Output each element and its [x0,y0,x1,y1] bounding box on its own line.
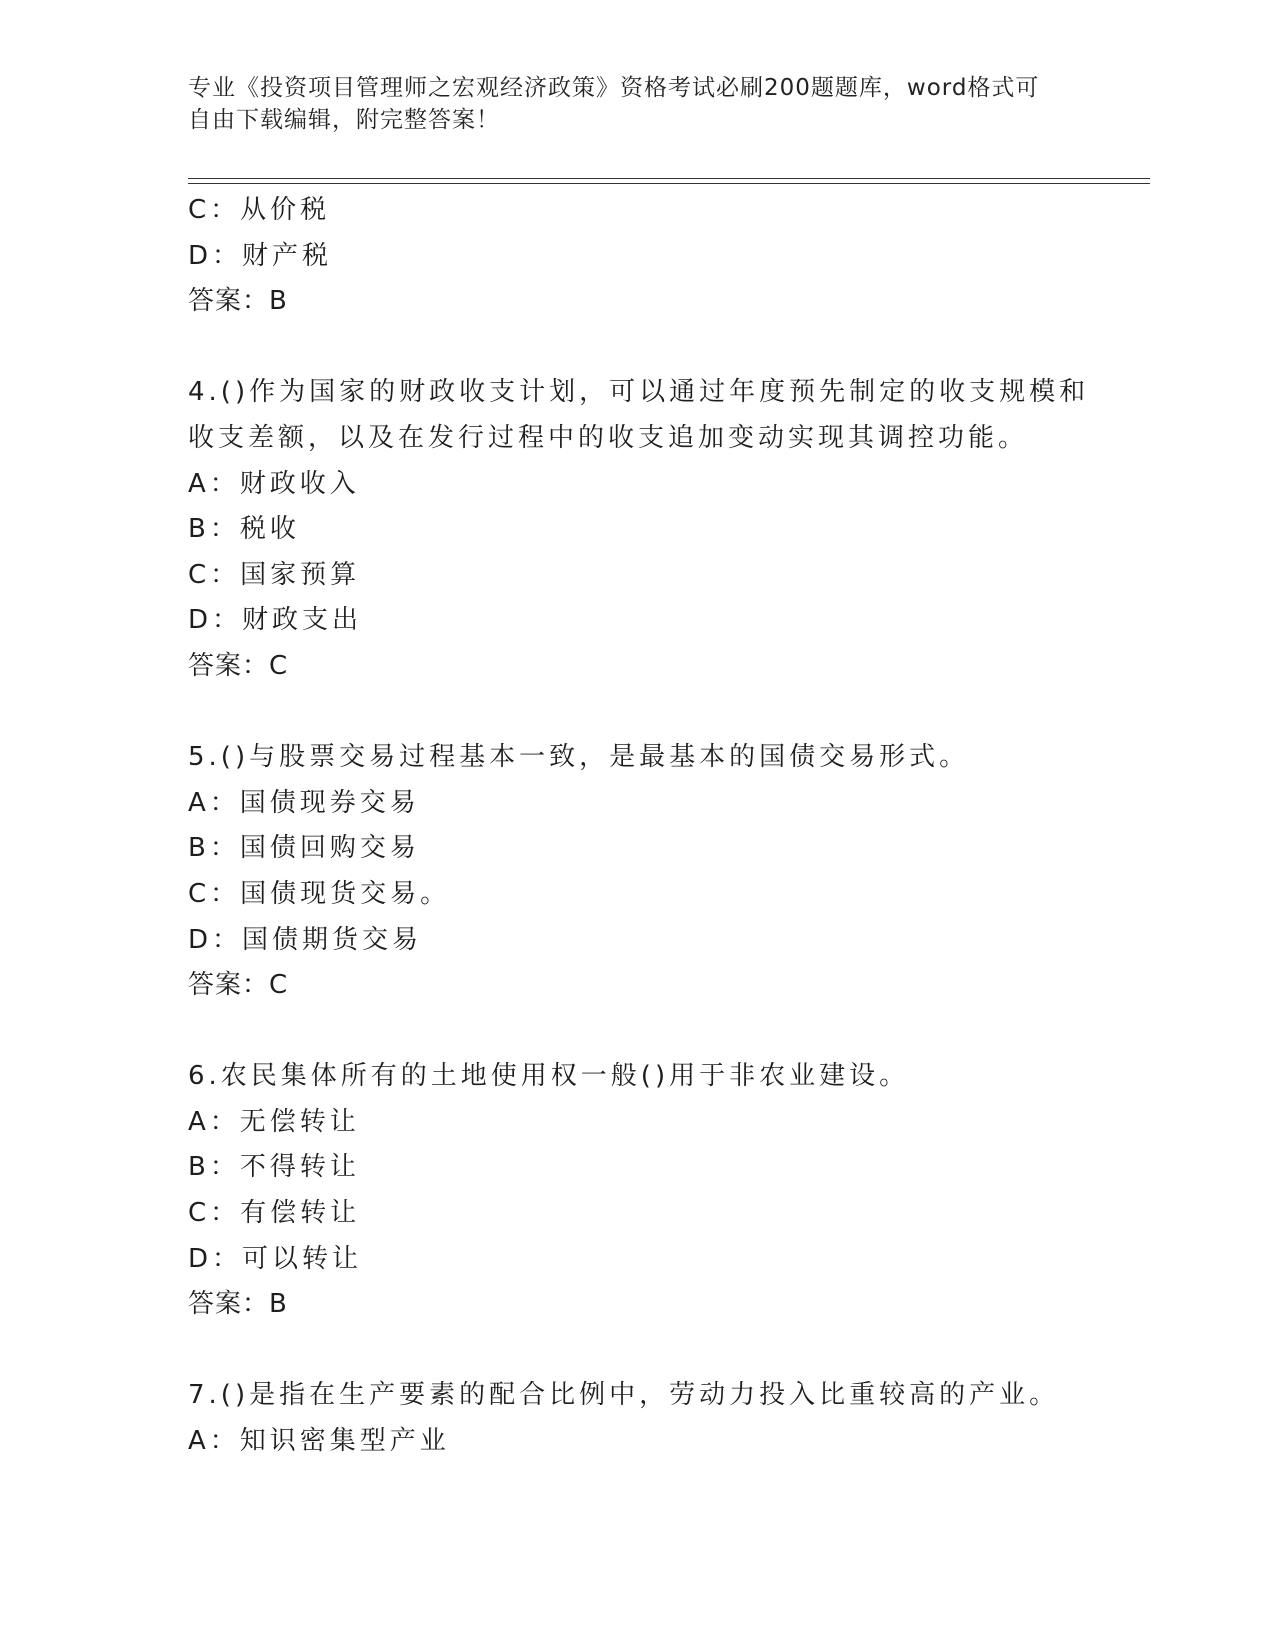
option-a: A：财政收入 [188,468,360,499]
document-body [188,188,1138,1465]
answer-line: 答案：B [188,1289,288,1320]
option-d: D：可以转让 [188,1243,363,1274]
option-c: C：有偿转让 [188,1198,361,1229]
header-line-2: 自由下载编辑，附完整答案！ [188,107,500,133]
question-stem: 收支差额，以及在发行过程中的收支追加变动实现其调控功能。 [188,422,1029,453]
header-rule-top [188,178,1150,179]
question-block-3 [188,188,1138,325]
option-c: C：从价税 [188,195,331,225]
spacer [188,690,1138,736]
question-stem: 7.()是指在生产要素的配合比例中，劳动力投入比重较高的产业。 [188,1380,1060,1411]
question-stem: 6.农民集体所有的土地使用权一般()用于非农业建设。 [188,1061,910,1092]
option-a: A：无偿转让 [188,1106,360,1137]
spacer [188,1328,1138,1374]
answer-line: 答案：C [188,970,289,1001]
spacer [188,325,1138,371]
option-a: A：知识密集型产业 [188,1426,450,1457]
question-block-5 [188,735,1138,1009]
option-b: B：不得转让 [188,1152,360,1183]
answer-line: 答案：B [188,286,288,317]
option-a: A：国债现券交易 [188,787,420,818]
question-block-4 [188,370,1138,689]
option-c: C：国债现货交易。 [188,878,451,909]
option-b: B：国债回购交易 [188,833,420,864]
answer-line: 答案：C [188,650,289,681]
option-d: D：国债期货交易 [188,924,423,955]
question-block-6 [188,1054,1138,1328]
header-rule-bottom [188,183,1150,184]
question-stem: 4.()作为国家的财政收支计划，可以通过年度预先制定的收支规模和 [188,377,1090,408]
option-d: D：财产税 [188,240,333,271]
question-block-7 [188,1373,1138,1464]
spacer [188,1009,1138,1055]
option-c: C：国家预算 [188,559,361,590]
option-b: B：税收 [188,514,300,545]
header-line-1: 专业《投资项目管理师之宏观经济政策》资格考试必刷200题题库，word格式可 [188,75,1040,101]
document-header [188,72,1068,136]
question-stem: 5.()与股票交易过程基本一致，是最基本的国债交易形式。 [188,742,970,773]
option-d: D：财政支出 [188,605,363,636]
